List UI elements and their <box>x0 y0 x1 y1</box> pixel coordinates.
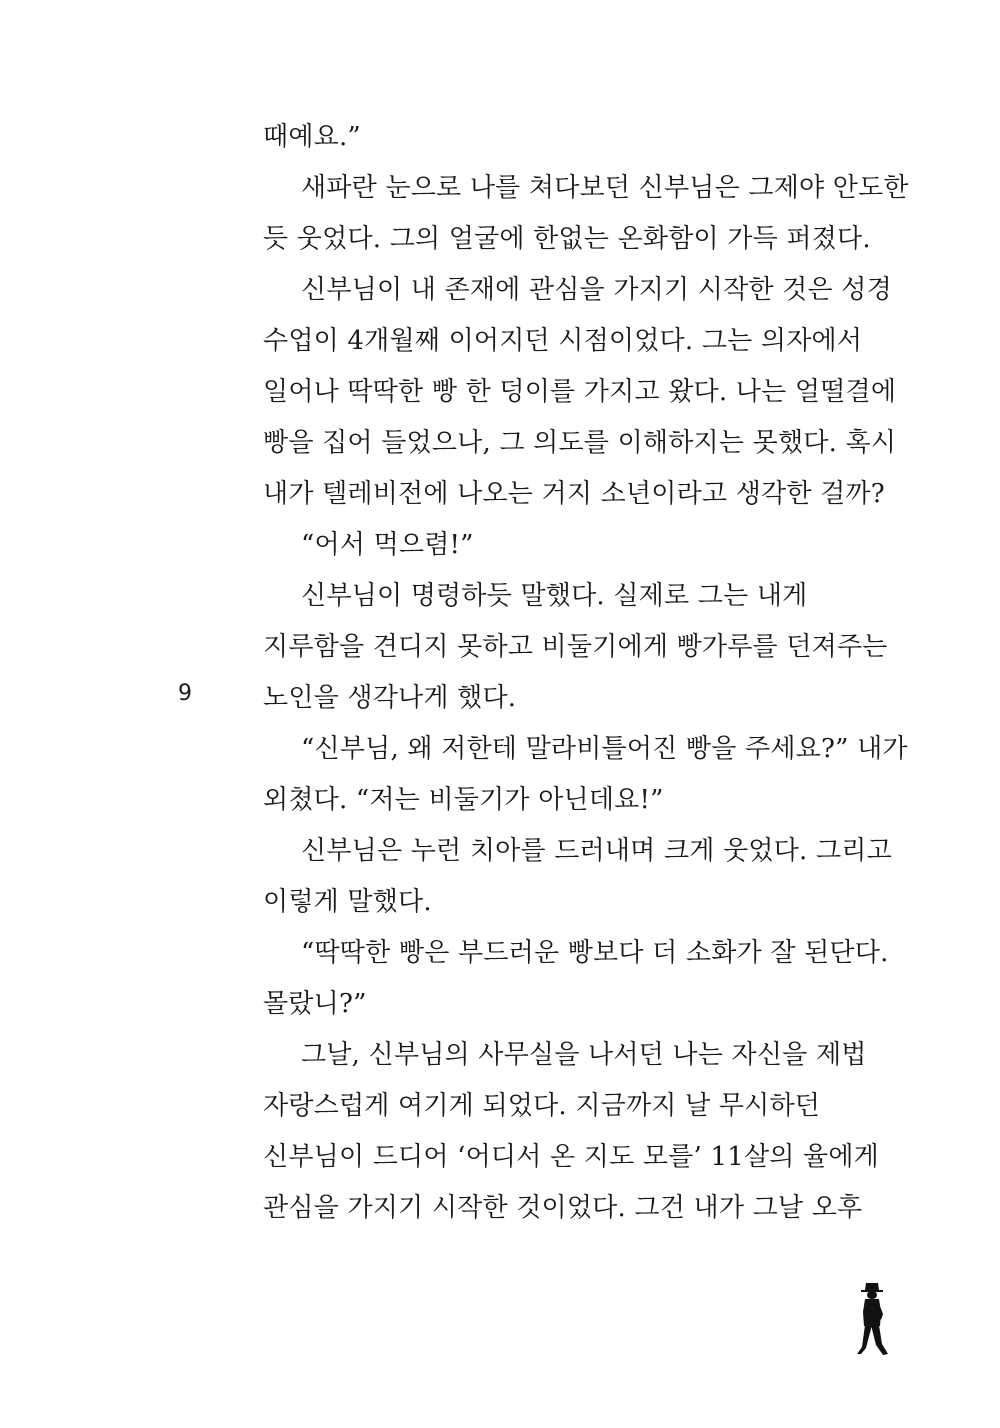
walking-man-silhouette-icon <box>852 1282 892 1358</box>
text-line: 수업이 4개월째 이어지던 시점이었다. 그는 의자에서 <box>263 326 863 356</box>
text-line: 외쳤다. “저는 비둘기가 아닌데요!” <box>263 785 664 815</box>
text-line: 일어나 딱딱한 빵 한 덩이를 가지고 왔다. 나는 얼떨결에 <box>263 377 897 407</box>
text-line: 지루함을 견디지 못하고 비둘기에게 빵가루를 던져주는 <box>263 632 888 662</box>
page-number: 9 <box>178 681 192 706</box>
text-line: “어서 먹으렴!” <box>301 530 474 560</box>
text-line: 내가 텔레비전에 나오는 거지 소년이라고 생각한 걸까? <box>263 479 885 509</box>
text-line: 관심을 가지기 시작한 것이었다. 그건 내가 그날 오후 <box>263 1193 863 1223</box>
text-line: 그날, 신부님의 사무실을 나서던 나는 자신을 제법 <box>301 1040 867 1070</box>
text-line: 신부님은 누런 치아를 드러내며 크게 웃었다. 그리고 <box>301 836 892 866</box>
text-line: 때예요.” <box>263 122 361 152</box>
text-line: 노인을 생각나게 했다. <box>263 683 517 713</box>
text-line: 이렇게 말했다. <box>263 887 432 917</box>
text-line: 빵을 집어 들었으나, 그 의도를 이해하지는 못했다. 혹시 <box>263 428 897 458</box>
text-line: 신부님이 명령하듯 말했다. 실제로 그는 내게 <box>301 581 808 611</box>
text-line: 새파란 눈으로 나를 쳐다보던 신부님은 그제야 안도한 <box>301 173 909 203</box>
text-line: 듯 웃었다. 그의 얼굴에 한없는 온화함이 가득 퍼졌다. <box>263 224 871 254</box>
text-line: 신부님이 드디어 ‘어디서 온 지도 모를’ 11살의 율에게 <box>263 1142 879 1172</box>
text-line: “신부님, 왜 저한테 말라비틀어진 빵을 주세요?” 내가 <box>301 734 908 764</box>
text-line: “딱딱한 빵은 부드러운 빵보다 더 소화가 잘 된단다. <box>301 938 889 968</box>
body-text <box>263 112 913 1234</box>
text-line: 신부님이 내 존재에 관심을 가지기 시작한 것은 성경 <box>301 275 892 305</box>
text-line: 몰랐니?” <box>263 989 367 1019</box>
text-line: 자랑스럽게 여기게 되었다. 지금까지 날 무시하던 <box>263 1091 821 1121</box>
